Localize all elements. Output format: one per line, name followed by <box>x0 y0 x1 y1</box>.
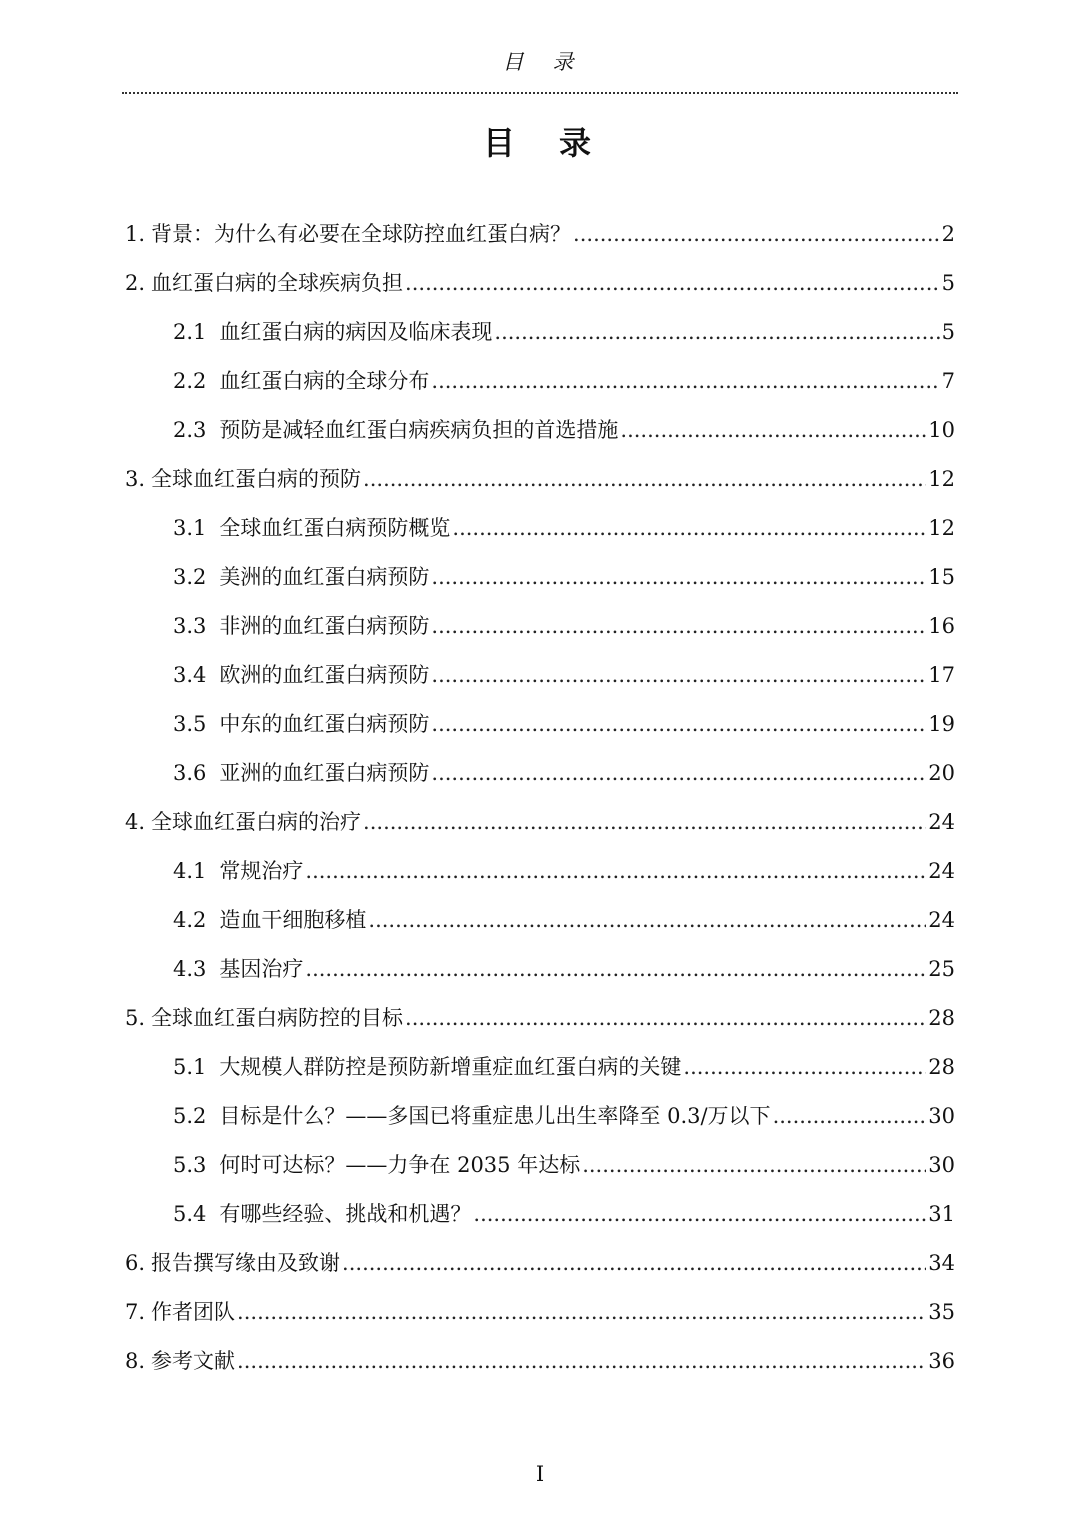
toc-entry-page: 5 <box>941 271 955 295</box>
toc-entry-number: 4.3 <box>173 957 207 981</box>
toc-dot-leader <box>237 1288 926 1337</box>
toc-entry-number: 3.2 <box>173 565 207 589</box>
toc-entry[interactable] <box>0 308 955 357</box>
toc-entry-title: 全球血红蛋白病的预防 <box>151 467 362 491</box>
toc-dot-leader <box>431 749 926 798</box>
toc-entry[interactable] <box>0 749 955 798</box>
toc-entry-page: 7 <box>941 369 955 393</box>
toc-entry[interactable] <box>0 1092 955 1141</box>
toc-entry[interactable] <box>0 553 955 602</box>
toc-dot-leader <box>405 994 926 1043</box>
toc-entry-title: 血红蛋白病的全球疾病负担 <box>151 271 404 295</box>
toc-entry-title: 大规模人群防控是预防新增重症血红蛋白病的关键 <box>219 1055 682 1079</box>
toc-entry-number: 1. <box>125 222 146 246</box>
page-number: I <box>535 1462 545 1486</box>
toc-entry-number: 2. <box>125 271 146 295</box>
toc-entry-title: 基因治疗 <box>219 957 304 981</box>
toc-entry[interactable] <box>0 406 955 455</box>
toc-entry-number: 8. <box>125 1349 146 1373</box>
toc-dot-leader <box>431 651 926 700</box>
toc-entry-number: 3.3 <box>173 614 207 638</box>
toc-dot-leader <box>368 896 926 945</box>
toc-dot-leader <box>582 1141 926 1190</box>
toc-dot-leader <box>363 455 926 504</box>
toc-entry-title: 何时可达标？——力争在 2035 年达标 <box>219 1153 581 1177</box>
toc-list <box>0 210 1080 1386</box>
toc-dot-leader <box>431 700 926 749</box>
toc-entry-title: 常规治疗 <box>219 859 304 883</box>
toc-entry-number: 3.4 <box>173 663 207 687</box>
toc-dot-leader <box>773 1092 927 1141</box>
toc-entry-page: 15 <box>928 565 955 589</box>
toc-entry-number: 4.2 <box>173 908 207 932</box>
toc-entry[interactable] <box>0 651 955 700</box>
header-divider <box>122 92 958 94</box>
toc-entry[interactable] <box>0 1190 955 1239</box>
toc-entry-page: 10 <box>928 418 955 442</box>
toc-entry-page: 19 <box>928 712 955 736</box>
toc-entry-title: 全球血红蛋白病的治疗 <box>151 810 362 834</box>
toc-dot-leader <box>305 847 926 896</box>
toc-entry-number: 5.4 <box>173 1202 207 1226</box>
toc-entry-number: 3.1 <box>173 516 207 540</box>
toc-entry-page: 30 <box>928 1153 955 1177</box>
toc-entry-number: 3.6 <box>173 761 207 785</box>
toc-entry-number: 5.3 <box>173 1153 207 1177</box>
toc-entry-number: 5.1 <box>173 1055 207 1079</box>
toc-title: 目 录 <box>482 124 597 162</box>
toc-entry-number: 4. <box>125 810 146 834</box>
toc-entry[interactable] <box>0 700 955 749</box>
toc-entry-title: 血红蛋白病的病因及临床表现 <box>219 320 493 344</box>
toc-entry-number: 2.3 <box>173 418 207 442</box>
toc-entry-title: 亚洲的血红蛋白病预防 <box>219 761 430 785</box>
toc-entry-title: 背景：为什么有必要在全球防控血红蛋白病？ <box>151 222 572 246</box>
toc-entry-page: 35 <box>928 1300 955 1324</box>
toc-entry-title: 作者团队 <box>151 1300 236 1324</box>
toc-entry-title: 非洲的血红蛋白病预防 <box>219 614 430 638</box>
toc-entry-number: 2.1 <box>173 320 207 344</box>
toc-entry-page: 25 <box>928 957 955 981</box>
toc-entry[interactable] <box>0 504 955 553</box>
toc-entry-page: 16 <box>928 614 955 638</box>
toc-dot-leader <box>452 504 926 553</box>
toc-dot-leader <box>573 210 940 259</box>
toc-entry-page: 28 <box>928 1055 955 1079</box>
toc-dot-leader <box>620 406 926 455</box>
toc-entry-page: 12 <box>928 467 955 491</box>
toc-entry-title: 血红蛋白病的全球分布 <box>219 369 430 393</box>
toc-entry[interactable] <box>0 1288 955 1337</box>
toc-entry[interactable] <box>0 1043 955 1092</box>
toc-entry[interactable] <box>0 896 955 945</box>
toc-dot-leader <box>342 1239 926 1288</box>
toc-entry-title: 中东的血红蛋白病预防 <box>219 712 430 736</box>
toc-entry[interactable] <box>0 357 955 406</box>
toc-entry-page: 34 <box>928 1251 955 1275</box>
toc-entry-title: 有哪些经验、挑战和机遇？ <box>219 1202 472 1226</box>
toc-dot-leader <box>431 357 939 406</box>
toc-entry-number: 3.5 <box>173 712 207 736</box>
toc-entry-page: 24 <box>928 859 955 883</box>
toc-entry[interactable] <box>0 455 955 504</box>
toc-entry-page: 20 <box>928 761 955 785</box>
toc-entry-number: 7. <box>125 1300 146 1324</box>
toc-entry-page: 30 <box>928 1104 955 1128</box>
toc-entry[interactable] <box>0 994 955 1043</box>
toc-entry-number: 5. <box>125 1006 146 1030</box>
toc-dot-leader <box>683 1043 926 1092</box>
toc-entry-page: 31 <box>928 1202 955 1226</box>
toc-entry-page: 5 <box>941 320 955 344</box>
toc-entry-page: 36 <box>928 1349 955 1373</box>
toc-entry[interactable] <box>0 259 955 308</box>
toc-dot-leader <box>305 945 926 994</box>
toc-entry-number: 5.2 <box>173 1104 207 1128</box>
toc-entry-page: 2 <box>941 222 955 246</box>
toc-entry-title: 参考文献 <box>151 1349 236 1373</box>
toc-entry[interactable] <box>0 602 955 651</box>
toc-dot-leader <box>405 259 940 308</box>
toc-entry-number: 4.1 <box>173 859 207 883</box>
running-header: 目 录 <box>502 50 578 74</box>
toc-entry-title: 欧洲的血红蛋白病预防 <box>219 663 430 687</box>
toc-entry-page: 24 <box>928 810 955 834</box>
toc-entry[interactable] <box>0 798 955 847</box>
toc-entry-number: 6. <box>125 1251 146 1275</box>
toc-entry-title: 报告撰写缘由及致谢 <box>151 1251 341 1275</box>
toc-entry-title: 全球血红蛋白病预防概览 <box>219 516 451 540</box>
toc-entry[interactable] <box>0 847 955 896</box>
toc-entry-number: 2.2 <box>173 369 207 393</box>
toc-entry[interactable] <box>0 210 955 259</box>
toc-entry-page: 28 <box>928 1006 955 1030</box>
toc-dot-leader <box>431 553 926 602</box>
toc-dot-leader <box>363 798 926 847</box>
toc-entry-page: 17 <box>928 663 955 687</box>
toc-dot-leader <box>494 308 939 357</box>
toc-entry-title: 预防是减轻血红蛋白病疾病负担的首选措施 <box>219 418 619 442</box>
toc-dot-leader <box>431 602 926 651</box>
toc-entry-title: 目标是什么？——多国已将重症患儿出生率降至 0.3/万以下 <box>219 1104 771 1128</box>
toc-entry[interactable] <box>0 945 955 994</box>
toc-entry-number: 3. <box>125 467 146 491</box>
toc-entry-title: 造血干细胞移植 <box>219 908 367 932</box>
toc-dot-leader <box>237 1337 926 1386</box>
toc-entry-title: 全球血红蛋白病防控的目标 <box>151 1006 404 1030</box>
toc-entry[interactable] <box>0 1337 955 1386</box>
toc-dot-leader <box>473 1190 926 1239</box>
toc-entry[interactable] <box>0 1239 955 1288</box>
toc-entry[interactable] <box>0 1141 955 1190</box>
toc-entry-page: 12 <box>928 516 955 540</box>
toc-entry-title: 美洲的血红蛋白病预防 <box>219 565 430 589</box>
toc-entry-page: 24 <box>928 908 955 932</box>
